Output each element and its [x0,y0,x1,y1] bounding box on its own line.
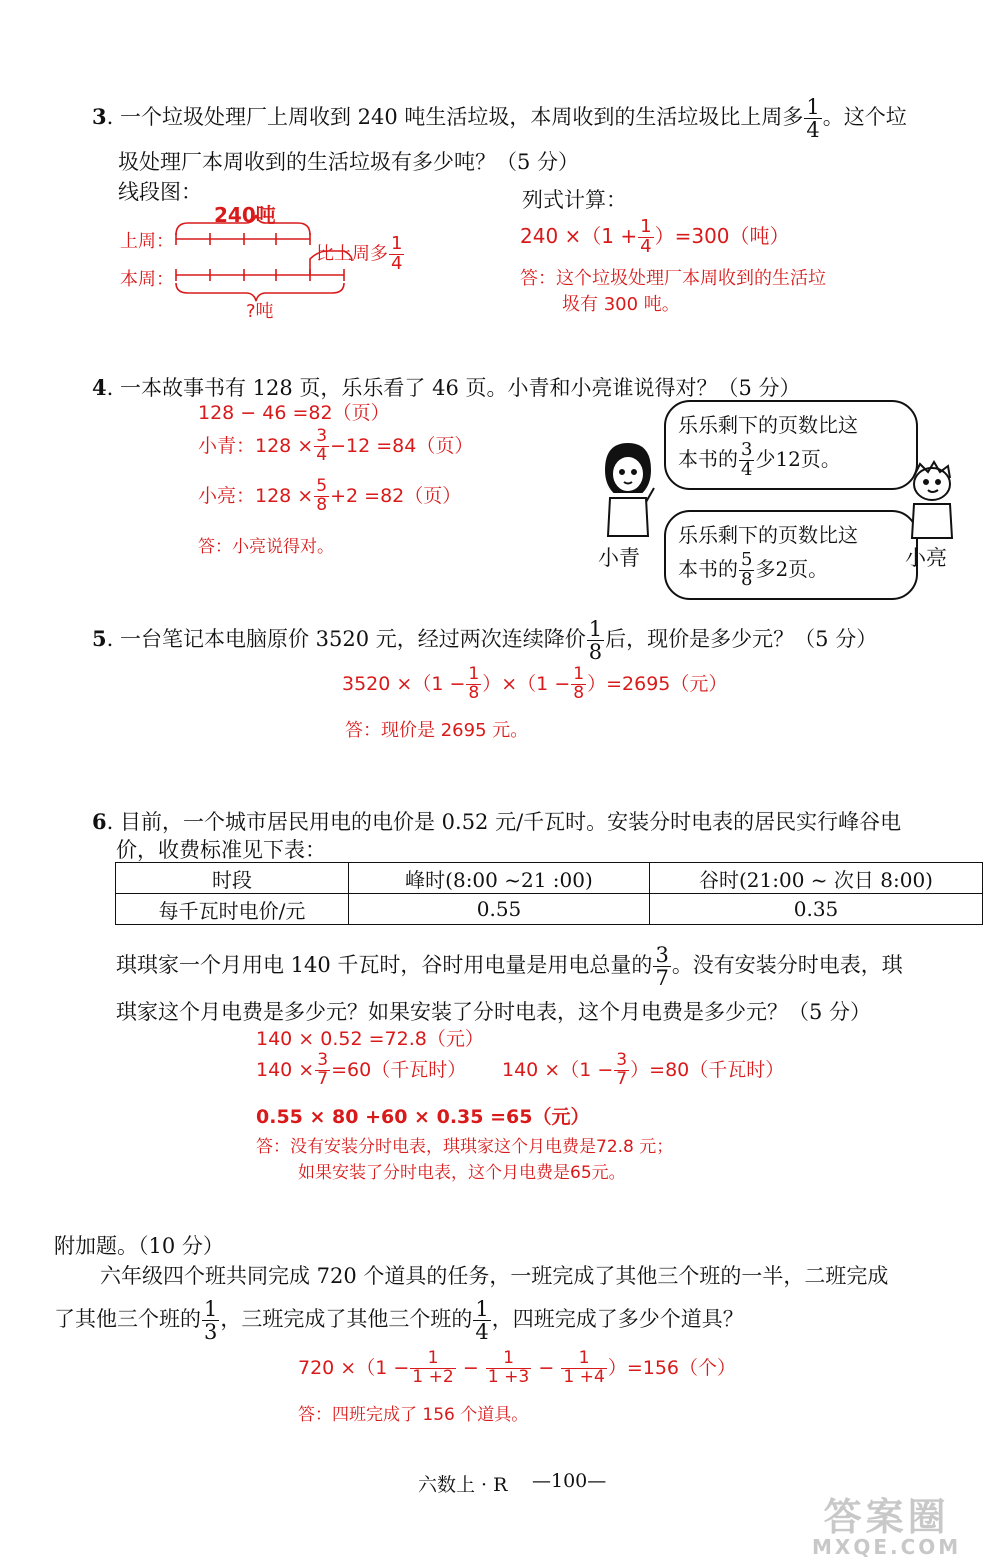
bonus-line1: 六年级四个班共同完成 720 个道具的任务，一班完成了其他三个班的一半，二班完成 [100,1264,889,1288]
table-header: 峰时(8:00 ~21 :00) [349,863,650,894]
watermark-logo: 答案圈 MXQE.COM [812,1495,962,1559]
q4-answer: 答：小亮说得对。 [198,537,334,557]
bonus-answer: 答：四班完成了 156 个道具。 [298,1405,529,1425]
bonus-title: 附加题。（10 分） [54,1234,224,1258]
girl-figure-icon [588,440,668,540]
q5-answer: 答：现价是 2695 元。 [345,720,529,741]
bonus-calc: 720 ×（1 − $\frac{1}{1 +2}$ − $\frac{1}{1 +3}$ − $\frac{1}{1 +4}$ ）=156（个） [298,1348,737,1387]
q4-xiaoqing-calc: 小青：128 × $\frac{3}{4}$ −12 =84（页） [198,426,474,465]
q6-line4: 琪家这个月电费是多少元？如果安装了分时电表，这个月电费是多少元？（5 分） [116,1000,872,1024]
speech-bubble-xiaoqing: 乐乐剩下的页数比这 本书的 $\frac{3}{4}$ 少12页。 [664,400,918,490]
q4-xiaoliang-calc: 小亮：128 × $\frac{5}{8}$ +2 =82（页） [198,476,462,515]
q6-calc1: 140 × 0.52 =72.8（元） [256,1028,484,1050]
row-last-week: 上周： [120,231,174,252]
q4-text: 4. 一本故事书有 128 页，乐乐看了 46 页。小青和小亮谁说得对？（5 分） [92,375,801,400]
table-cell: 0.35 [650,894,983,925]
bottom-brace-label: ?吨 [246,301,274,322]
q6-calc2: 140 × $\frac{3}{7}$ =60（千瓦时） [256,1050,467,1089]
q3-calc: 240 ×（1 + $\frac{1}{4}$ ）=300（吨） [520,216,790,257]
table-header-row [116,863,983,894]
more-label: 比上周多 $\frac{1}{4}$ [316,233,403,274]
q6-answer-line1: 答：没有安装分时电表，琪琪家这个月电费是72.8 元； [256,1137,674,1157]
diagram-label: 线段图： [118,180,202,204]
footer-book: 六数上 · R [418,1474,508,1496]
table-header: 时段 [116,863,349,894]
top-brace-label: 240吨 [214,203,276,227]
q6-line1: 6. 目前，一个城市居民用电的电价是 0.52 元/千瓦时。安装分时电表的居民实行峰谷电 [92,809,902,834]
q4-calc1: 128 − 46 =82（页） [198,402,390,424]
table-cell: 0.55 [349,894,650,925]
q6-answer-line2: 如果安装了分时电表，这个月电费是65元。 [298,1163,626,1183]
q5-calc: 3520 ×（1 − $\frac{1}{8}$ ）×（1 − $\frac{1}{8}$ ）=2695（元） [342,664,728,703]
bonus-line2: 了其他三个班的 $\frac{1}{3}$ ，三班完成了其他三个班的 $\frac{1}{4}$ ，四班完成了多少个道具？ [54,1297,744,1345]
calc-label: 列式计算： [522,188,627,212]
price-table [115,862,983,925]
q5-text: 5. 一台笔记本电脑原价 3520 元，经过两次连续降价 $\frac{1}{8}$ 后，现价是多少元？（5 分） [92,617,878,665]
q3-answer-line1: 答：这个垃圾处理厂本周收到的生活垃 [520,268,826,289]
q6-calc4: 0.55 × 80 +60 × 0.35 =65（元） [256,1106,590,1128]
segment-diagram [118,195,448,325]
q3-number: 3 [92,104,107,130]
boy-figure-icon [900,460,970,540]
name-xiaoliang: 小亮 [905,546,947,570]
table-header: 谷时(21:00 ~ 次日 8:00) [650,863,983,894]
q6-line3: 琪琪家一个月用电 140 千瓦时，谷时用电量是用电总量的 $\frac{3}{7}$ 。没有安装分时电表，琪 [116,943,903,991]
table-row [116,894,983,925]
q3-line1: 3. 一个垃圾处理厂上周收到 240 吨生活垃圾，本周收到的生活垃圾比上周多 $\frac{1}{4}$ 。这个垃 [92,95,907,143]
q6-line2: 价，收费标准见下表： [116,838,326,862]
q3-line2: 圾处理厂本周收到的生活垃圾有多少吨？（5 分） [118,150,580,174]
row-this-week: 本周： [120,269,174,290]
name-xiaoqing: 小青 [598,546,640,570]
speech-bubble-xiaoliang: 乐乐剩下的页数比这 本书的 $\frac{5}{8}$ 多2页。 [664,510,918,600]
footer-page-number: —100— [532,1470,607,1492]
q3-answer-line2: 圾有 300 吨。 [562,294,680,315]
q6-calc3: 140 ×（1 − $\frac{3}{7}$ ）=80（千瓦时） [502,1050,785,1089]
table-cell: 每千瓦时电价/元 [116,894,349,925]
